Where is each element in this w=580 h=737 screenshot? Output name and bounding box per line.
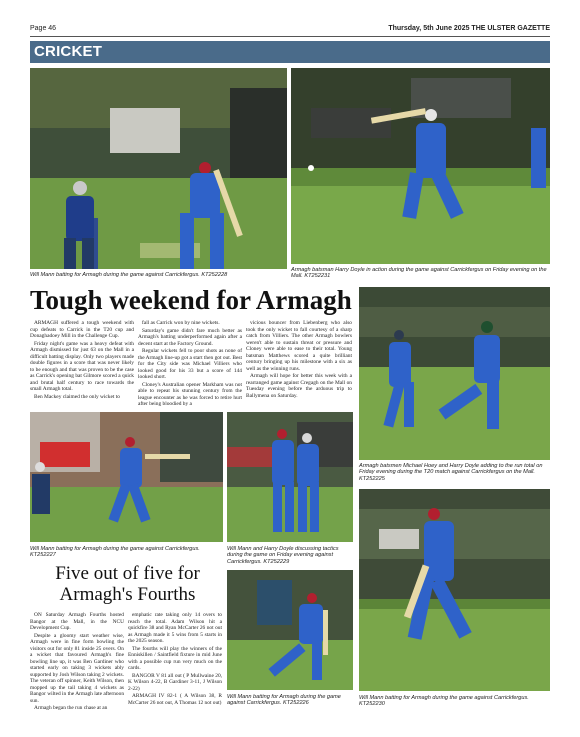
- section-title: CRICKET: [34, 43, 103, 60]
- paragraph: ARMAGH IV 82-1 ( A Wilson 38, R McCarter 26 not out, A Thomas 12 not out): [128, 693, 222, 706]
- paragraph: The fourths will play the winners of the Enniskillen / Saintfield fixture in mid June with a possible cup run very much on the cards.: [128, 645, 222, 671]
- paragraph: vicious bouncer from Liebenberg who also took the only wicket to fall courtesy of a sharp catch from Villiers. The other Armagh bowlers weren't able to sustain threat or pressure and Cloney were able to ease to their total. Young batsman Matthews scored a quite brilliant century bringing up his milestone with a six as well as the winning runs.: [246, 320, 352, 372]
- paragraph: Saturday's game didn't fare much better as Armagh's batting underperformed again after a decent start at the Factory Ground.: [138, 327, 242, 347]
- photo-batsman-3: [30, 412, 223, 542]
- photo-batsman-2: [291, 68, 550, 264]
- photo-caption-5: Will Mann and Harry Doyle discussing tactics during the game on Friday evening against Carrickfergus. KT252229: [227, 546, 339, 565]
- photo-caption-1: Will Mann batting for Armagh during the game against Carrickfergus. KT252228: [30, 272, 228, 278]
- photo-caption-2: Armagh batsman Harry Doyle in action during the game against Carrickfergus on Friday evening on the Mall. KT252231: [291, 267, 547, 280]
- paragraph: Armagh began the run chase at an: [34, 705, 108, 711]
- article1-column-1: [30, 320, 134, 401]
- photo-batsman-5: [227, 570, 353, 690]
- article1-column-2: [138, 320, 242, 409]
- headline-line-2: Armagh's Fourths: [59, 584, 196, 605]
- photo-batsman-4: [359, 489, 550, 691]
- paragraph: Ben Mackey claimed the only wicket to: [34, 393, 120, 400]
- photo-caption-4: Will Mann batting for Armagh during the game against Carrickfergus. KT252227: [30, 546, 200, 559]
- paragraph: Armagh will hope for better this week with a rearranged game against Cregagh on the Mall on Tuesday evening before the arduous trip to Ballymena on Saturday.: [246, 373, 352, 399]
- paragraph: ARMAGH suffered a tough weekend with cup defeats to Carrick in the T20 cup and Donaghadoey Mill in the Challenge Cup.: [30, 320, 134, 339]
- paragraph: Cloney's Australian opener Markham was not able to repeat his stunning century from the league encounter as he was forced to retire hurt after being bloodied by a: [138, 381, 242, 407]
- photo-caption-6: Will Mann batting for Armagh during the game against Carrickfergus. KT252226: [227, 694, 341, 707]
- paragraph: emphatic rate taking only 14 overs to reach the total. Adam Wilson hit a quickfire 38 and Ryan McCarter 26 not out as Armagh made it 5 wins from 5 starts in the 2025 season.: [128, 612, 222, 644]
- headline-five-out-of-five: [30, 563, 225, 605]
- article1-column-3: [246, 320, 352, 400]
- publication-date: Thursday, 5th June 2025 THE ULSTER GAZETTE: [388, 25, 550, 32]
- photo-tactics: [227, 412, 353, 542]
- article2-column-2: [128, 612, 222, 707]
- paragraph: fall as Carrick won by nine wickets.: [142, 320, 220, 326]
- photo-batsman-1: [30, 68, 287, 269]
- headline-tough-weekend: Tough weekend for Armagh: [30, 285, 352, 315]
- photo-caption-3: Armagh batsmen Michael Hoey and Harry Doyle adding to the run total on Friday evening during the T20 match against Carrickfergus on the Mall. KT252225: [359, 463, 543, 482]
- paragraph: BANGOR V 81 all out ( P Mullwaine 20, K Wilson 4-22, B Gardiner 3-11, J Wilson 2-22): [128, 672, 222, 692]
- section-banner: [30, 41, 550, 63]
- headline-line-1: Five out of five for: [55, 563, 200, 584]
- page-header: [30, 22, 550, 37]
- article2-column-1: [30, 612, 124, 713]
- photo-batsmen-running: [359, 287, 550, 460]
- paragraph: Despite a gloomy start weather wise, Armagh were in fine form bowling the visitors out for only 81 inside 25 overs. On a wicket that favoured Armagh's fine bowling line up, it was Ben Gardiner who started early on taking 3 wickets ably supported by Josh Wilson taking 2 wickets. The veteran off spinner, Keith Wilson, then mopped up the tail taking 4 wickets as Bangor wilted in the Armagh late afternoon sun.: [30, 632, 125, 704]
- paragraph: Friday night's game was a heavy defeat with Armagh dismissed for just 63 on the Mall in a difficult batting display. Only two players made double figures in a score that was never likely to be enough and that was proven to be the case as Carrick's opening bat Gilmore scored a quick and brutal half century to race towards the small Armagh total.: [30, 340, 134, 392]
- paragraph: Regular wickets fell to poor shots as none of the Armagh line-up got a start then got out. Best for the City side was Michael Villiers who looked good for his 33 but a score of 144 looked short.: [138, 348, 242, 380]
- page-number: Page 46: [30, 25, 57, 32]
- paragraph: ON Saturday Armagh Fourths hosted Bangor at the Mall, in the NCU Development Cup.: [30, 612, 124, 631]
- photo-caption-7: Will Mann batting for Armagh during the game against Carrickfergus. KT252230: [359, 695, 529, 708]
